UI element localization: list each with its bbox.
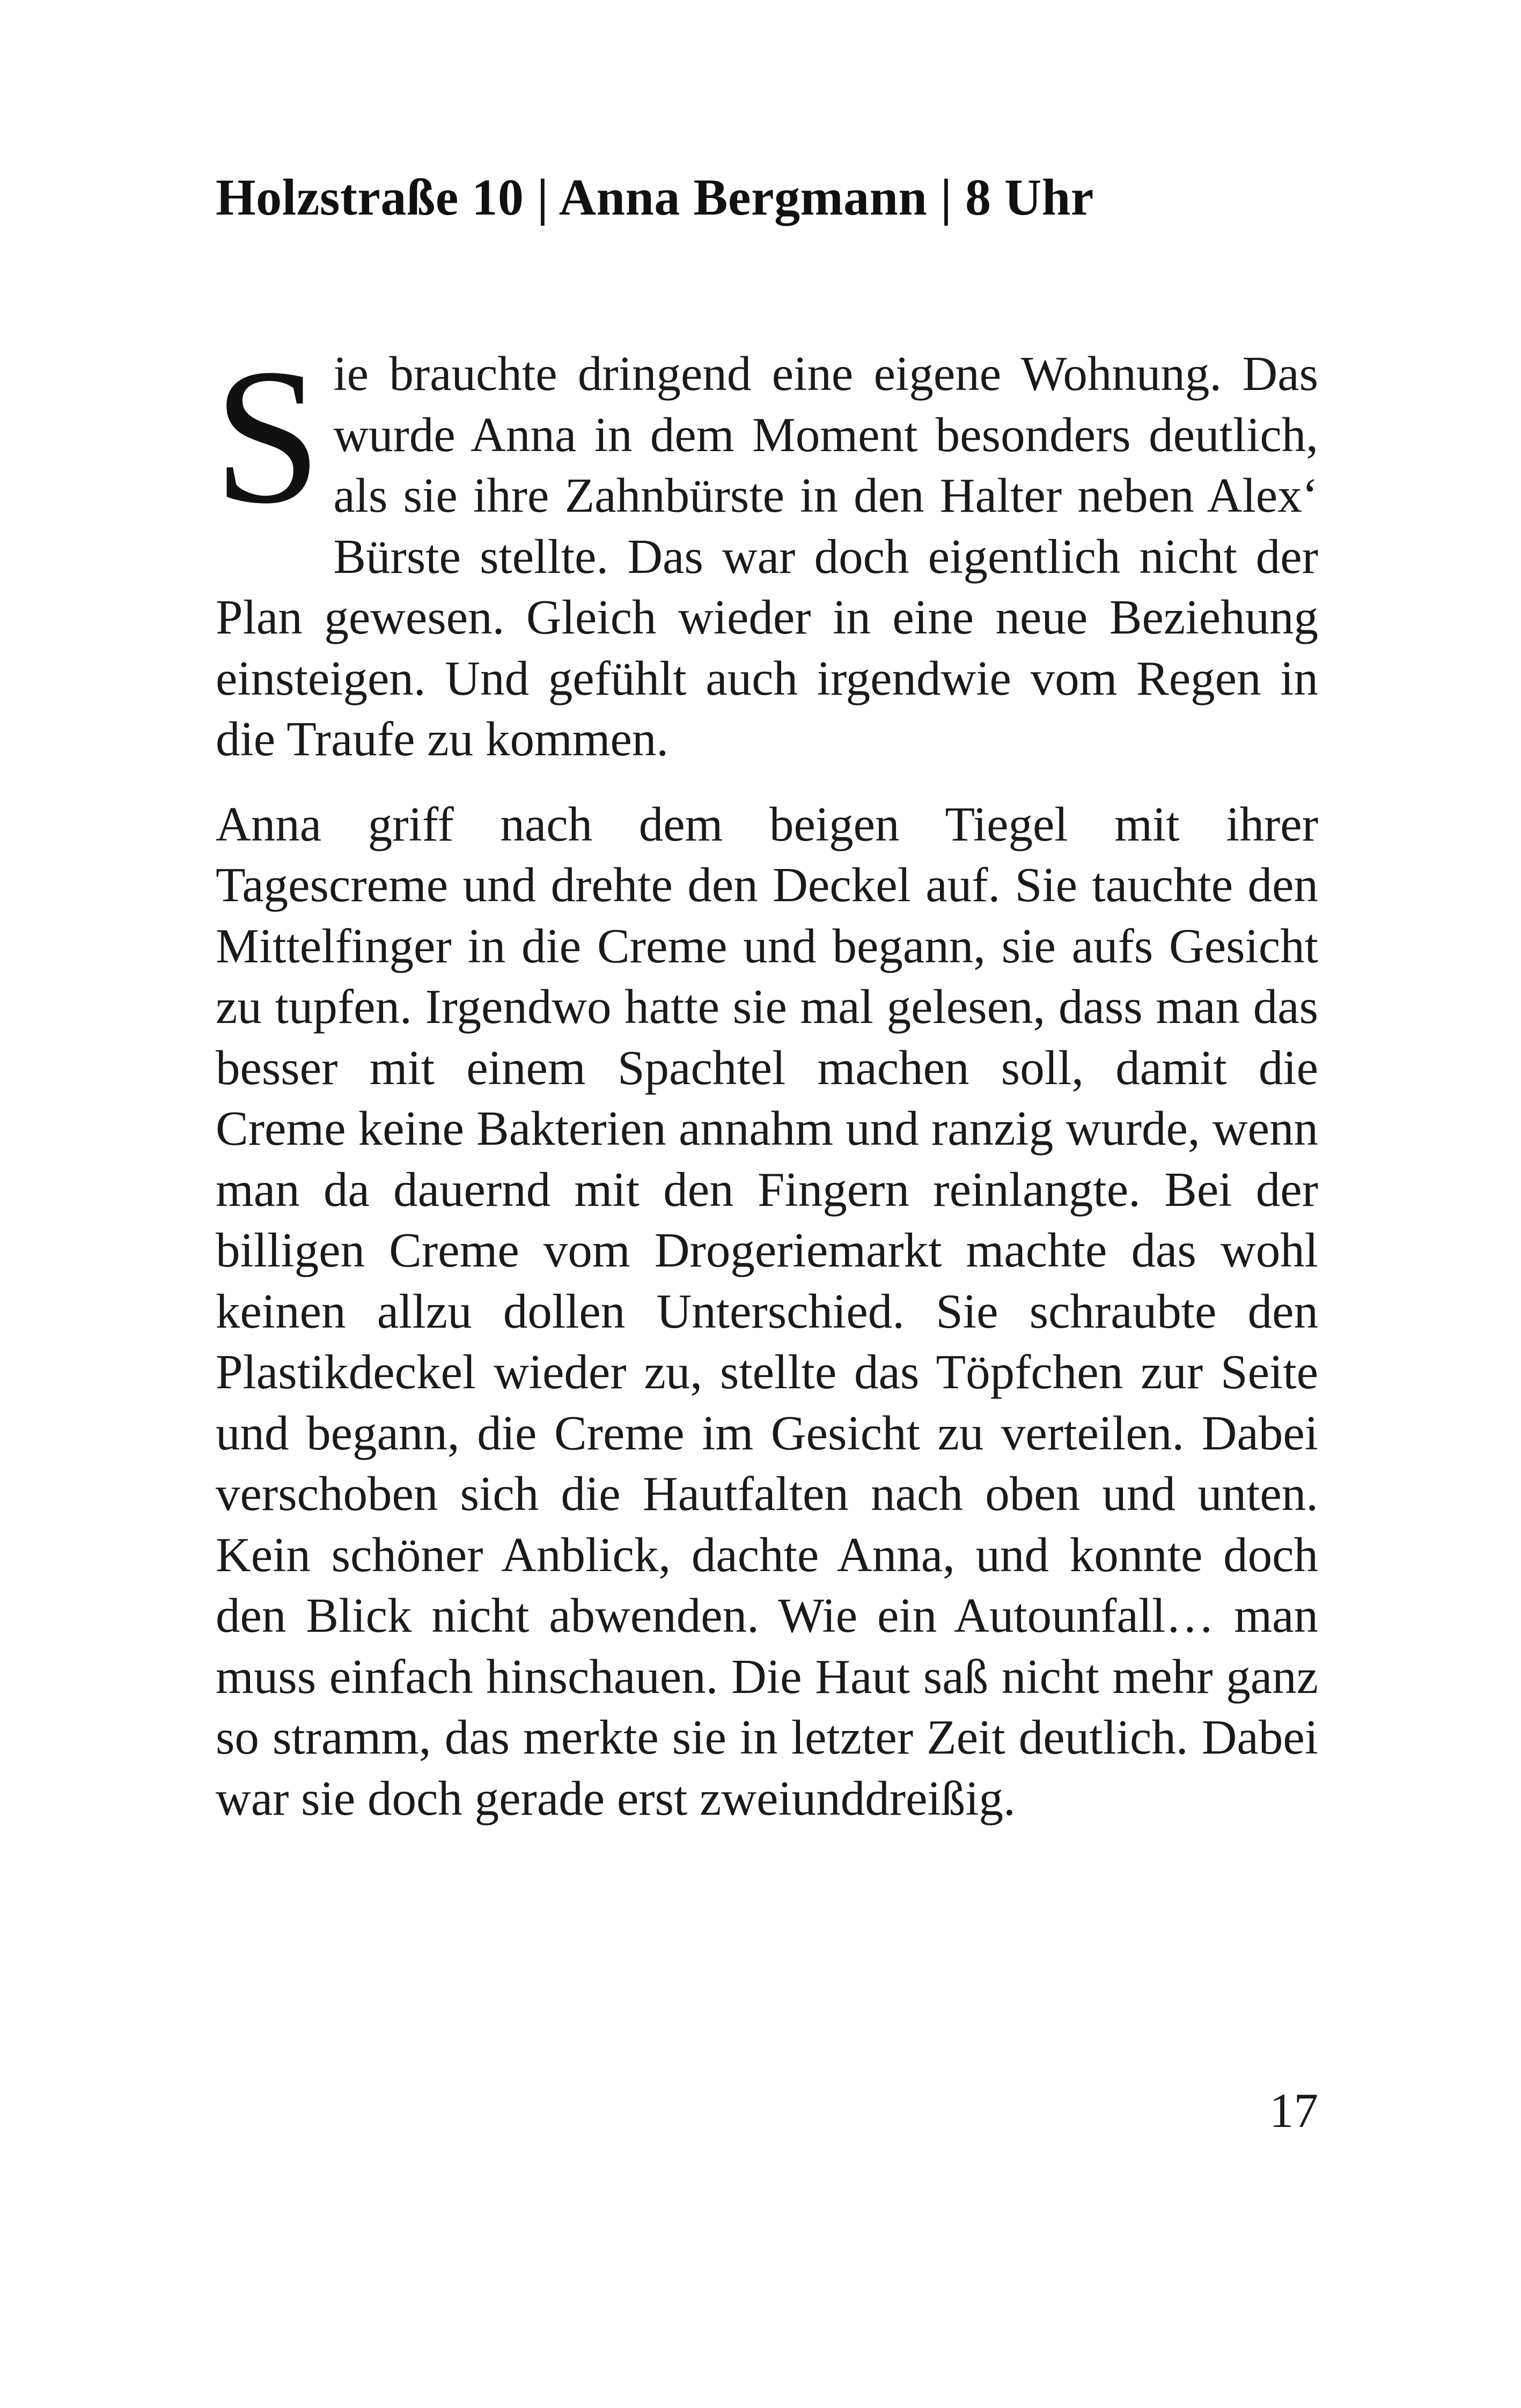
chapter-heading: Holzstraße 10 | Anna Bergmann | 8 Uhr: [216, 168, 1094, 226]
paragraph-2: Anna griff nach dem beigen Tiegel mit ihrer Tagescreme und drehte den Deckel auf. Sie tauchte den Mittelfinger in die Creme und begann, sie aufs Gesicht zu tupfen. Irgendwo hatte sie mal gelesen, dass man das besser mit einem Spachtel machen soll, damit die Creme keine Bakterien annahm und ranzig wurde, wenn man da dauernd mit den Fingern reinlangte. Bei der billigen Creme vom Drogeriemarkt machte das wohl keinen allzu dollen Unterschied. Sie schraubte den Plastikdeckel wieder zu, stellte das Töpfchen zur Seite und begann, die Creme im Gesicht zu verteilen. Dabei verschoben sich die Hautfalten nach oben und unten. Kein schöner Anblick, dachte Anna, und konnte doch den Blick nicht abwenden. Wie ein Autounfall… man muss einfach hinschauen. Die Haut saß nicht mehr ganz so stramm, das merkte sie in letzter Zeit deutlich. Dabei war sie doch gerade erst zweiunddreißig.: [216, 797, 1318, 1825]
body-text: [214, 329, 1318, 1829]
page-number: 17: [1269, 2083, 1318, 2138]
drop-cap: S: [214, 329, 322, 544]
paragraph-1: [214, 329, 1318, 770]
paragraph-1-text: ie brauchte dringend eine eigene Wohnung. Das wurde Anna in dem Moment besonders deutlich, als sie ihre Zahnbürste in den Halter neben Alex‘ Bürste stellte. Das war doch eigentlich nicht der Plan gewesen. Gleich wieder in eine neue Beziehung einsteigen. Und gefühlt auch irgendwie vom Regen in die Traufe zu kommen.: [216, 347, 1318, 766]
